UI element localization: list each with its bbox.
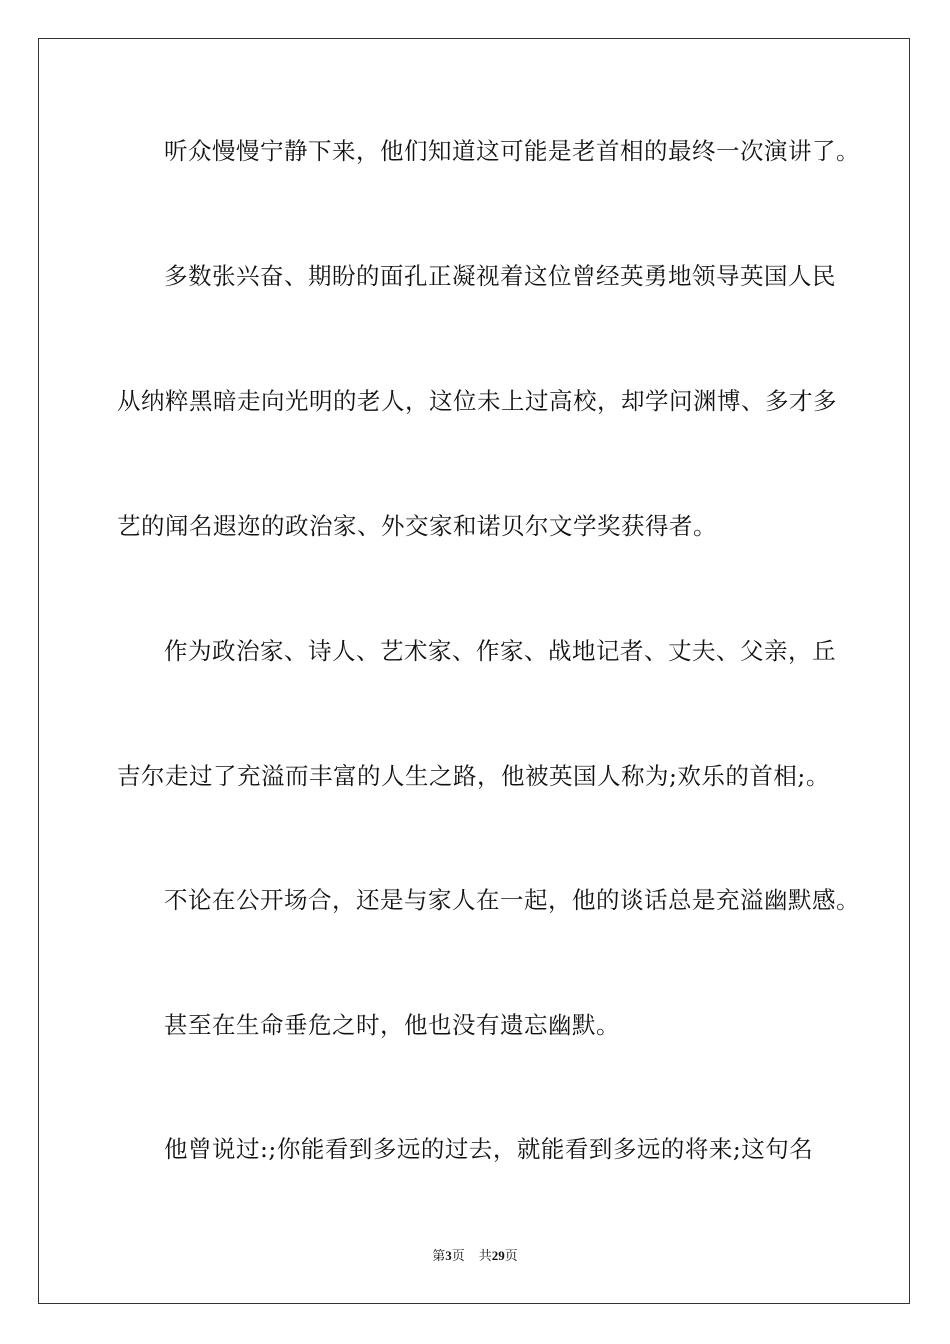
page-number: 3 — [445, 1248, 452, 1263]
total-pages: 29 — [491, 1248, 505, 1263]
total-suffix: 页 — [504, 1249, 518, 1264]
page-footer — [0, 1247, 950, 1266]
paragraph-line: 艺的闻名遐迩的政治家、外交家和诺贝尔文学奖获得者。 — [117, 512, 717, 540]
paragraph-line: 听众慢慢宁静下来，他们知道这可能是老首相的最终一次演讲了。 — [164, 137, 860, 165]
page-suffix: 页 — [451, 1249, 465, 1264]
paragraph-line: 他曾说过:;你能看到多远的过去，就能看到多远的将来;这句名 — [164, 1135, 814, 1163]
paragraph-line: 多数张兴奋、期盼的面孔正凝视着这位曾经英勇地领导英国人民 — [164, 262, 836, 290]
page-border — [38, 38, 910, 1304]
paragraph-line: 甚至在生命垂危之时，他也没有遗忘幽默。 — [164, 1011, 620, 1039]
paragraph-line: 作为政治家、诗人、艺术家、作家、战地记者、丈夫、父亲，丘 — [164, 637, 836, 665]
paragraph-line: 不论在公开场合，还是与家人在一起，他的谈话总是充溢幽默感。 — [164, 886, 860, 914]
total-prefix: 共 — [478, 1249, 492, 1264]
paragraph-line: 吉尔走过了充溢而丰富的人生之路，他被英国人称为;欢乐的首相;。 — [117, 762, 830, 790]
paragraph-line: 从纳粹黑暗走向光明的老人，这位未上过高校，却学问渊博、多才多 — [117, 387, 837, 415]
page-prefix: 第 — [432, 1249, 446, 1264]
